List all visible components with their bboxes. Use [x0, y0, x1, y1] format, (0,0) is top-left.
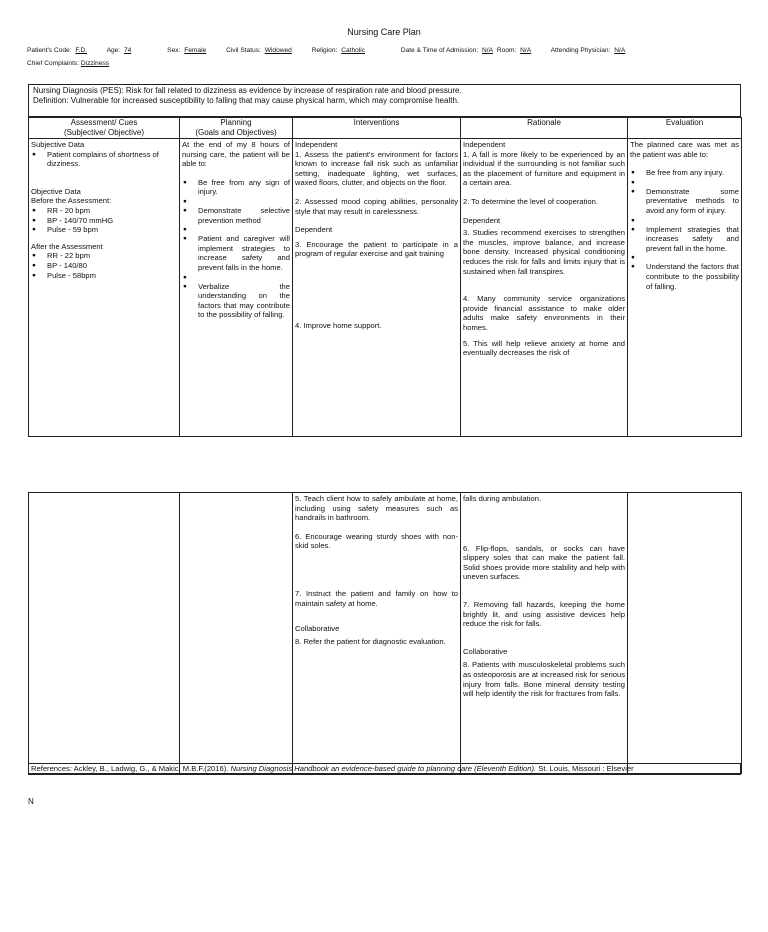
evaluation-cell-cont [628, 493, 742, 774]
civil-status-label: Civil Status: [226, 47, 261, 54]
col-planning-sub: (Goals and Objectives) [195, 128, 277, 137]
evaluation-intro: The planned care was met as the patient was able to: [630, 140, 739, 159]
physician-label: Attending Physician: [550, 47, 611, 54]
care-plan-table-page1 [28, 117, 742, 437]
admission-label: Date & Time of Admission: [400, 47, 479, 54]
planning-cell [180, 139, 293, 437]
civil-status-value: Widowed [264, 47, 292, 54]
assessment-cell-cont [29, 493, 180, 774]
rationale-cell [461, 139, 628, 437]
diagnosis-definition: Definition: Vulnerable for increased susceptibility to falling that may cause physical harm, which may compromise health. [33, 96, 460, 105]
rationale-5b: falls during ambulation. [463, 494, 542, 503]
chief-complaints [27, 60, 109, 67]
rationale-3: 3. Studies recommend exercises to strengthen the muscles, improve balance, and increase bone density. Increased physical conditioning reduces the risk for falls and limits injury that is sustained when fall transpires. [463, 228, 625, 276]
evaluation-item: ● Demonstrate some preventative methods to avoid any form of injury. [630, 187, 739, 216]
room-value: N/A [520, 47, 532, 54]
after-rr: ● RR - 22 bpm [31, 251, 177, 261]
patient-header [27, 47, 627, 54]
room-label: Room: [496, 47, 517, 54]
col-planning-title: Planning [220, 118, 252, 127]
col-evaluation: Evaluation [628, 118, 742, 139]
patient-code-label: Patient's Code: [27, 47, 72, 54]
age-label: Age: [106, 47, 121, 54]
planning-cell-cont [180, 493, 293, 774]
before-rr: ● RR - 20 bpm [31, 206, 177, 216]
after-bp: ● BP - 140/80 [31, 261, 177, 271]
rationale-dependent-label: Dependent [463, 215, 501, 225]
rationale-1: 1. A fall is more likely to be experienced by an individual if the surrounding is not familiar such as the placement of furniture and equipment in a certain area. [463, 149, 625, 188]
goal-item: ● Verbalize the understanding on the factors that may contribute to the possibility of falling. [182, 282, 290, 320]
evaluation-cell [628, 139, 742, 437]
rationale-4: 4. Many community service organizations provide financial assistance to make older adults make safety environments in their homes. [463, 294, 625, 332]
before-bp: ● BP - 140/70 mmHG [31, 216, 177, 226]
intervention-7: 7. Instruct the patient and family on how to maintain safety at home. [295, 588, 458, 608]
interventions-cell-cont [293, 493, 461, 774]
planning-intro: At the end of my 8 hours of nursing care, the patient will be able to: [182, 140, 290, 169]
interventions-cell [293, 139, 461, 437]
rationale-cell-cont [461, 493, 628, 774]
reference-lead: References: Ackley, B., Ladwig, G., & Makic, M.B.F.(2016). [31, 764, 229, 773]
col-assessment [29, 118, 180, 139]
rationale-2: 2. To determine the level of cooperation. [463, 196, 598, 206]
assessment-cell [29, 139, 180, 437]
sex-value: Female [184, 47, 207, 54]
religion-label: Religion: [311, 47, 338, 54]
admission-value: N/A [482, 47, 494, 54]
nursing-diagnosis: Nursing Diagnosis (PES): Risk for fall related to dizziness as evidence by increase of respiration rate and blood pressure. [33, 86, 462, 95]
intervention-6: 6. Encourage wearing sturdy shoes with non-skid soles. [295, 531, 458, 551]
complaints-label: Chief Complaints: [27, 60, 80, 67]
independent-label: Independent [295, 140, 338, 149]
religion-value: Catholic [341, 47, 366, 54]
goal-item: ● Be free from any sign of injury. [182, 178, 290, 197]
col-assessment-sub: (Subjective/ Objective) [63, 128, 145, 137]
intervention-5: 5. Teach client how to safely ambulate at home, including using safety measures such as handrails in bathroom. [295, 494, 458, 523]
rationale-5a: 5. This will help relieve anxiety at home and eventually decreases the risk of [463, 338, 625, 358]
rationale-collaborative-label: Collaborative [463, 646, 508, 656]
reference-publisher: St. Louis, Missouri : Elsevier [538, 764, 634, 773]
footer-mark: N [28, 797, 34, 806]
care-plan-table-page2 [28, 492, 742, 774]
rationale-7: 7. Removing fall hazards, keeping the home brightly lit, and using assistive devices help reduce the risk for falls. [463, 599, 625, 629]
sex-label: Sex: [167, 47, 181, 54]
goal-item: ● Demonstrate selective prevention method [182, 206, 290, 225]
col-rationale: Rationale [461, 118, 628, 139]
goal-item: ● Patient and caregiver will implement strategies to increase safety and prevent falls in the home. [182, 234, 290, 272]
evaluation-item: ● Implement strategies that increases safety and prevent fall in the home. [630, 225, 739, 254]
reference-book: Nursing Diagnosis Handbook an evidence-based guide to planning care (Eleventh Edition). [230, 764, 537, 773]
objective-title: Objective Data [31, 186, 81, 196]
patient-code: F.D. [75, 47, 88, 54]
pes-box [28, 84, 741, 117]
age-value: 74 [123, 47, 132, 54]
after-title: After the Assessment [31, 241, 103, 251]
references [28, 763, 741, 775]
rationale-independent-label: Independent [463, 140, 506, 149]
col-interventions: Interventions [293, 118, 461, 139]
page-title: Nursing Care Plan [347, 27, 421, 37]
intervention-3: 3. Encourage the patient to participate in a program of regular exercise and gait training [295, 239, 458, 259]
subjective-title: Subjective Data [31, 140, 85, 149]
rationale-6: 6. Flip-flops, sandals, or socks can have slippery soles that can make the patient fall. Solid shoes provide more stability and help with uneven surfaces. [463, 543, 625, 582]
col-planning [180, 118, 293, 139]
collaborative-label: Collaborative [295, 624, 340, 634]
before-title: Before the Assessment: [31, 196, 112, 206]
complaints-value: Dizziness [80, 60, 110, 67]
subjective-item: ● Patient complains of shortness of dizziness. [31, 150, 177, 169]
intervention-1: 1. Assess the patient's environment for factors known to increase fall risk such as unfamiliar setting, inadequate lighting, wet surfaces, waxed floors, clutter, and objects on the floor. [295, 149, 458, 188]
evaluation-item: ● Understand the factors that contribute to the possibility of falling. [630, 262, 739, 291]
intervention-2: 2. Assessed mood coping abilities, personality style that may result in carelessness. [295, 196, 458, 216]
col-assessment-title: Assessment/ Cues [70, 118, 138, 127]
dependent-label: Dependent [295, 225, 333, 235]
physician-value: N/A [614, 47, 626, 54]
intervention-8: 8. Refer the patient for diagnostic evaluation. [295, 636, 446, 646]
rationale-8: 8. Patients with musculoskeletal problems such as osteoporosis are at increased risk for serious injury from falls. Bone mineral density testing will help identify the risk for fractures from falls. [463, 660, 625, 699]
evaluation-item: ● Be free from any injury. [630, 168, 739, 178]
after-pulse: ● Pulse - 58bpm [31, 271, 177, 281]
before-pulse: ● Pulse - 59 bpm [31, 225, 177, 235]
intervention-4: 4. Improve home support. [295, 320, 382, 330]
